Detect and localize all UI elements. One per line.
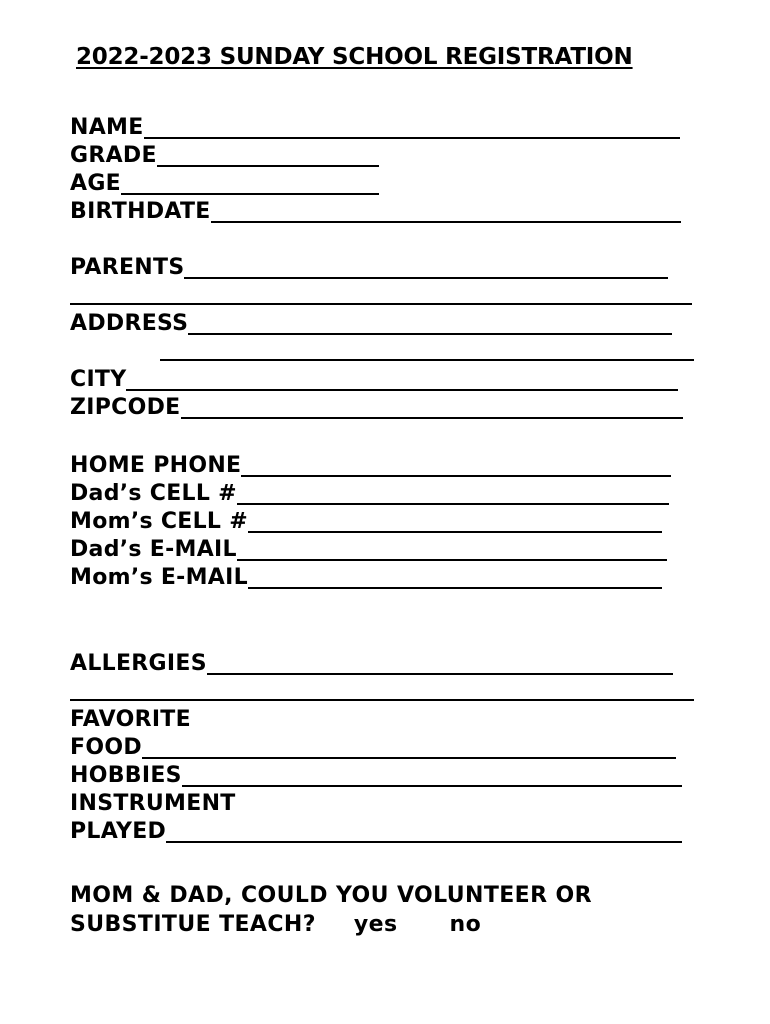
name-label: NAME <box>70 115 144 140</box>
zipcode-row <box>70 392 683 420</box>
dad-cell-row <box>70 478 669 506</box>
city-field[interactable] <box>126 367 678 391</box>
volunteer-question-text: SUBSTITUE TEACH? <box>70 912 316 937</box>
mom-cell-label: Mom’s CELL # <box>70 509 248 534</box>
volunteer-question-line2 <box>70 910 481 939</box>
favorite-label: FAVORITE <box>70 707 191 732</box>
dad-email-row <box>70 534 667 562</box>
instrument-row <box>70 788 236 816</box>
hobbies-row <box>70 760 682 788</box>
birthdate-field[interactable] <box>211 199 681 223</box>
parents-label: PARENTS <box>70 255 185 280</box>
dad-cell-field[interactable] <box>237 481 669 505</box>
allergies-row <box>70 648 673 676</box>
volunteer-yes-option[interactable]: yes <box>353 912 398 937</box>
zipcode-field[interactable] <box>181 395 683 419</box>
home-phone-row <box>70 450 671 478</box>
dad-email-label: Dad’s E-MAIL <box>70 537 237 562</box>
home-phone-field[interactable] <box>241 453 671 477</box>
age-label: AGE <box>70 171 122 196</box>
city-label: CITY <box>70 367 127 392</box>
favorite-row <box>70 704 191 732</box>
address-row <box>70 308 672 336</box>
grade-field[interactable] <box>157 143 379 167</box>
birthdate-label: BIRTHDATE <box>70 199 211 224</box>
form-title: 2022-2023 SUNDAY SCHOOL REGISTRATION <box>76 44 633 70</box>
volunteer-no-option[interactable]: no <box>449 912 482 937</box>
food-label: FOOD <box>70 735 142 760</box>
parents-field[interactable] <box>184 255 668 279</box>
allergies-field[interactable] <box>207 651 673 675</box>
parents-field-line2[interactable] <box>70 303 692 305</box>
allergies-field-line2[interactable] <box>70 699 694 701</box>
grade-label: GRADE <box>70 143 157 168</box>
birthdate-row <box>70 196 681 224</box>
grade-row <box>70 140 379 168</box>
address-field-line2[interactable] <box>160 359 694 361</box>
mom-email-row <box>70 562 662 590</box>
parents-row <box>70 252 668 280</box>
volunteer-question-line1: MOM & DAD, COULD YOU VOLUNTEER OR <box>70 883 592 908</box>
mom-email-label: Mom’s E-MAIL <box>70 565 248 590</box>
hobbies-field[interactable] <box>182 763 682 787</box>
name-row <box>70 112 680 140</box>
mom-cell-row <box>70 506 662 534</box>
home-phone-label: HOME PHONE <box>70 453 242 478</box>
mom-email-field[interactable] <box>248 565 662 589</box>
name-field[interactable] <box>144 115 680 139</box>
address-label: ADDRESS <box>70 311 189 336</box>
dad-cell-label: Dad’s CELL # <box>70 481 237 506</box>
zipcode-label: ZIPCODE <box>70 395 181 420</box>
allergies-label: ALLERGIES <box>70 651 207 676</box>
food-field[interactable] <box>142 735 676 759</box>
played-field[interactable] <box>166 819 682 843</box>
mom-cell-field[interactable] <box>248 509 662 533</box>
address-field[interactable] <box>188 311 672 335</box>
played-row <box>70 816 682 844</box>
played-label: PLAYED <box>70 819 167 844</box>
city-row <box>70 364 678 392</box>
age-row <box>70 168 379 196</box>
age-field[interactable] <box>121 171 379 195</box>
instrument-label: INSTRUMENT <box>70 791 236 816</box>
dad-email-field[interactable] <box>237 537 667 561</box>
food-row <box>70 732 676 760</box>
hobbies-label: HOBBIES <box>70 763 182 788</box>
